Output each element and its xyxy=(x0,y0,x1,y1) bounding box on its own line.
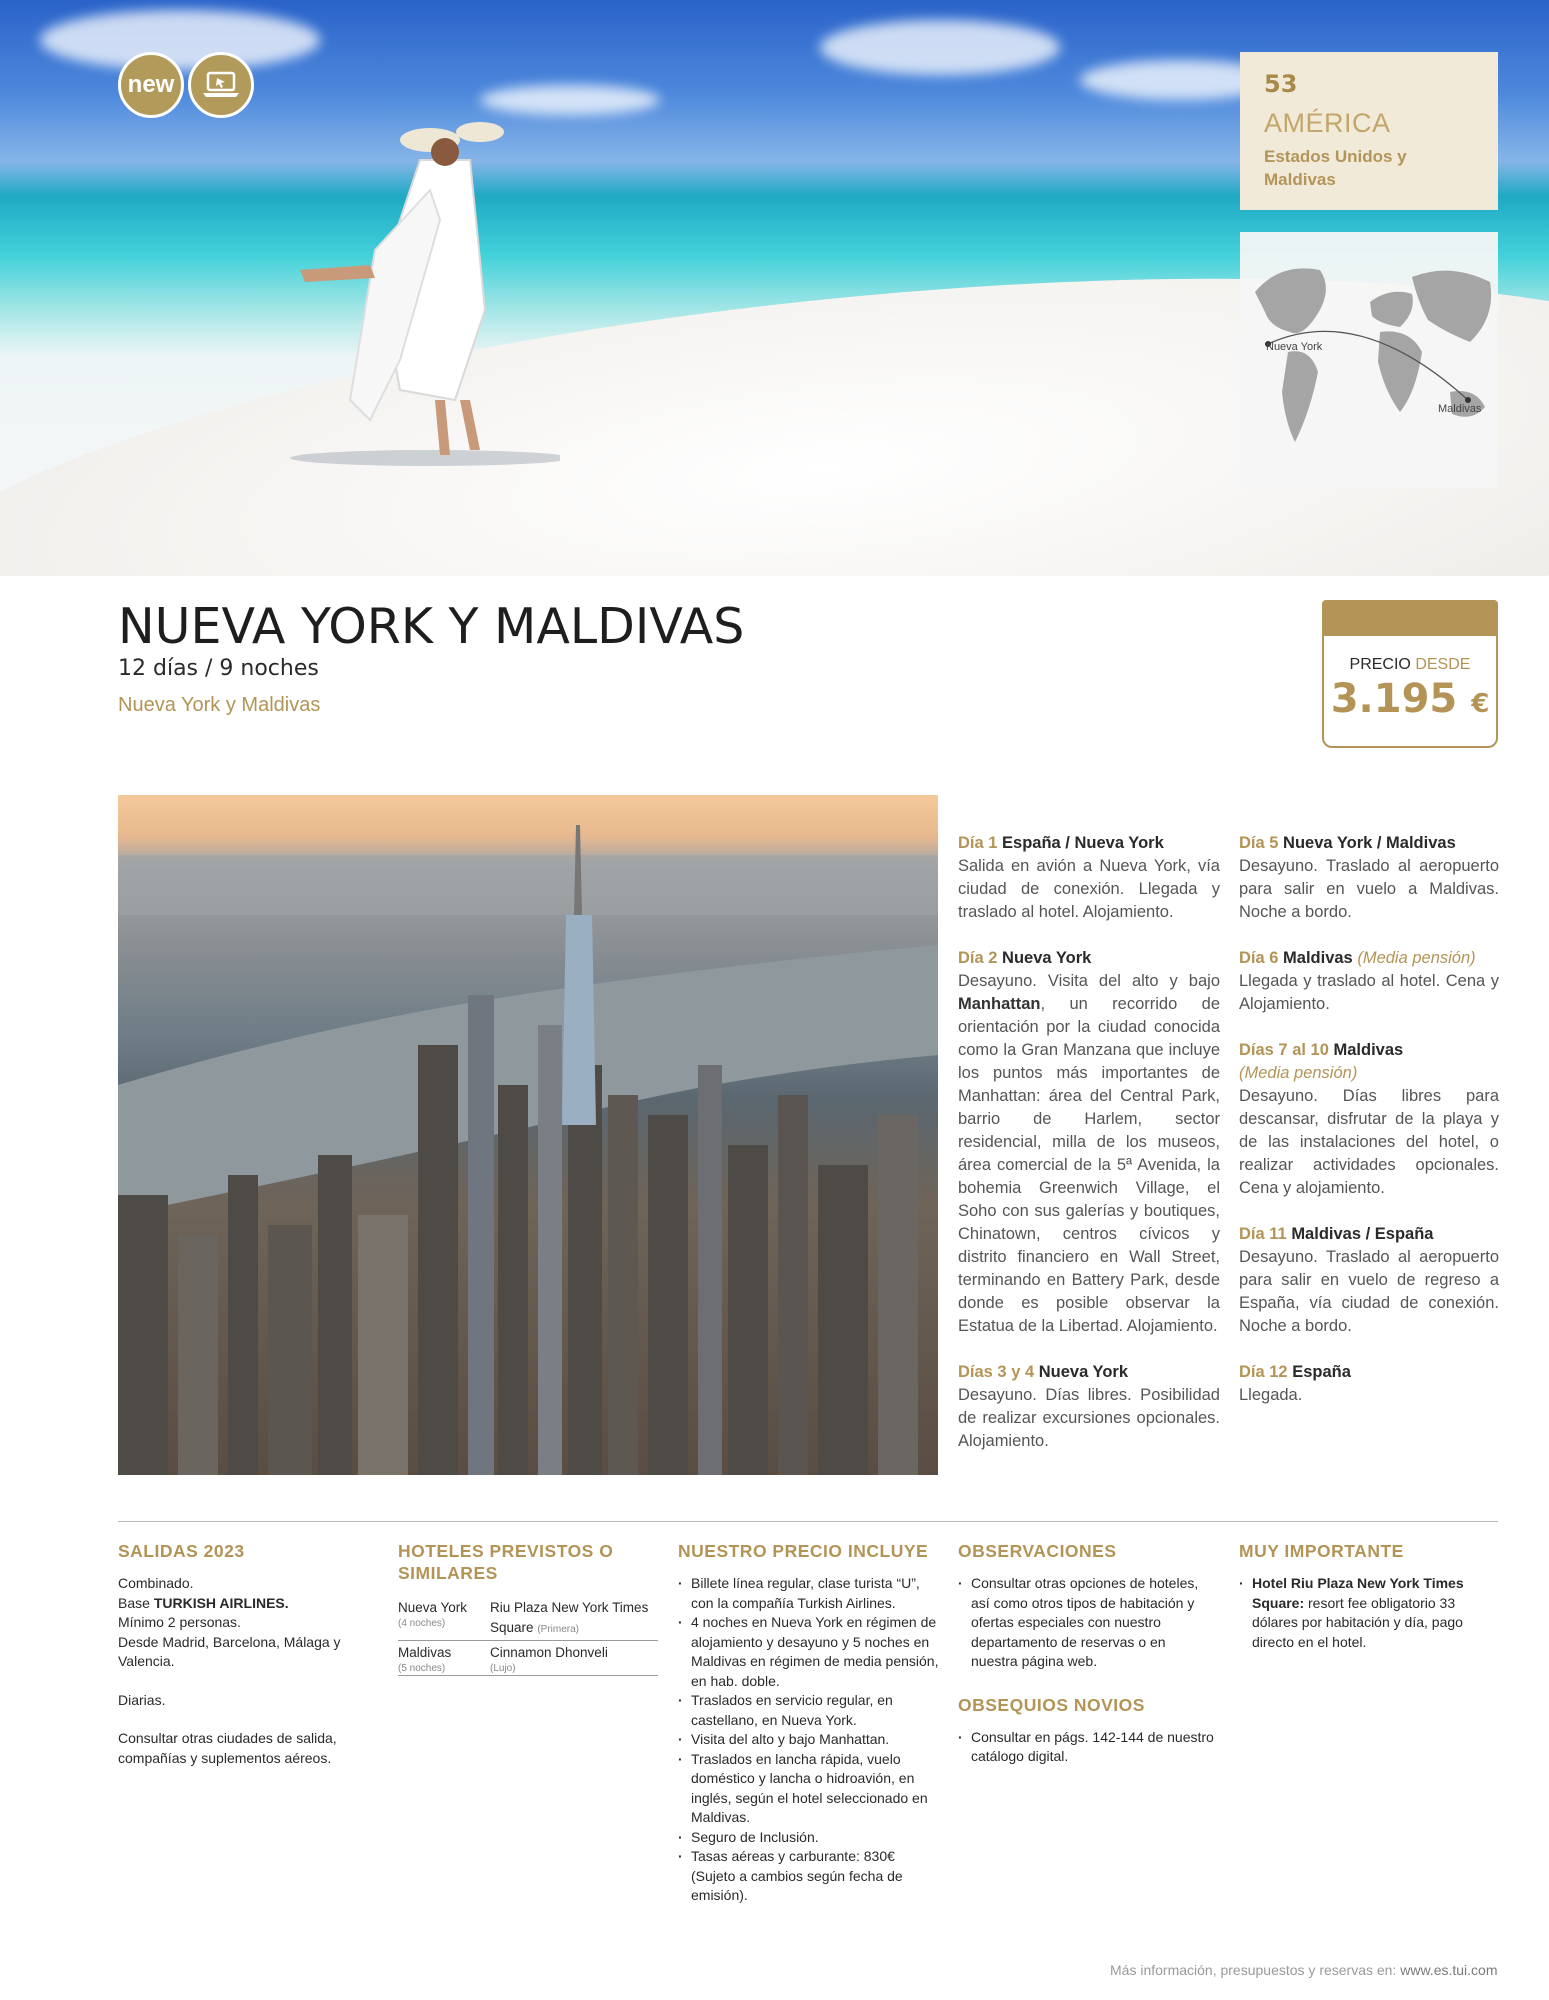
day-number: Días 3 y 4 xyxy=(958,1363,1035,1381)
cloud xyxy=(820,20,1060,75)
hotel-city: Maldivas xyxy=(398,1645,452,1660)
list-item: · Traslados en lancha rápida, vuelo doméstico y lancha o hidroavión, en inglés, según el hotel seleccionado en Maldivas. xyxy=(678,1750,940,1828)
salidas-airline: TURKISH AIRLINES. xyxy=(153,1594,289,1611)
couple-figure xyxy=(280,100,560,470)
salidas-section xyxy=(118,1540,358,1768)
itinerary-day-7-10 xyxy=(1239,1039,1499,1200)
day-description: Desayuno. Traslado al aeropuerto para salir en vuelo a Maldivas. Noche a bordo. xyxy=(1239,857,1499,921)
price-amount: 3.195 xyxy=(1330,676,1458,722)
salidas-line: Desde Madrid, Barcelona, Málaga y Valencia. xyxy=(118,1633,341,1669)
footer-note xyxy=(1110,1962,1498,1978)
price-box xyxy=(1322,600,1498,748)
day-description: Salida en avión a Nueva York, vía ciudad de conexión. Llegada y traslado al hotel. Alojamiento. xyxy=(958,857,1220,921)
salidas-line: Combinado. xyxy=(118,1575,194,1591)
incluye-list xyxy=(678,1574,940,1906)
list-item: · Traslados en servicio regular, en castellano, en Nueva York. xyxy=(678,1691,940,1730)
hoteles-heading: HOTELES PREVISTOS O SIMILARES xyxy=(398,1541,614,1583)
observaciones-heading: OBSERVACIONES xyxy=(958,1541,1117,1561)
day-description-part: Desayuno. Visita del alto y bajo xyxy=(958,972,1220,990)
world-map-icon xyxy=(1240,232,1498,488)
day-place: Nueva York xyxy=(1002,949,1092,967)
itinerary-day-2 xyxy=(958,947,1220,1338)
hotel-nights: (4 noches) xyxy=(398,1617,446,1629)
hotel-category: (Lujo) xyxy=(490,1662,516,1674)
hotel-category: (Primera) xyxy=(537,1623,579,1635)
day-description-highlight: Manhattan xyxy=(958,995,1041,1013)
day-place: Nueva York / Maldivas xyxy=(1283,834,1456,852)
day-number: Día 1 xyxy=(958,834,998,852)
online-badge xyxy=(188,52,254,118)
list-item: · 4 noches en Nueva York en régimen de alojamiento y desayuno y 5 noches en Maldivas en régimen de media pensión, en hab. doble. xyxy=(678,1613,940,1691)
hotel-city: Nueva York xyxy=(398,1600,468,1615)
table-row xyxy=(398,1641,658,1676)
day-place: Maldivas / España xyxy=(1291,1225,1434,1243)
hotel-nights: (5 noches) xyxy=(398,1662,446,1674)
day-description: Desayuno. Días libres para descansar, disfrutar de la playa y de las instalaciones del hotel, o realizar actividades opcionales. Cena y alojamiento. xyxy=(1239,1087,1499,1197)
day-description: Llegada y traslado al hotel. Cena y Alojamiento. xyxy=(1239,972,1499,1013)
route-map xyxy=(1240,232,1498,488)
day-number: Día 11 xyxy=(1239,1225,1287,1243)
list-item: · Consultar en págs. 142-144 de nuestro catálogo digital. xyxy=(958,1728,1216,1767)
salidas-heading: SALIDAS 2023 xyxy=(118,1541,245,1561)
hotel-name: Riu Plaza New York Times Square xyxy=(490,1600,649,1635)
hero-image xyxy=(0,0,1549,576)
day-number: Día 5 xyxy=(1239,834,1279,852)
list-item xyxy=(1239,1574,1499,1652)
price-box-header xyxy=(1324,602,1496,636)
salidas-text: Base xyxy=(118,1594,154,1611)
day-number: Días 7 al 10 xyxy=(1239,1041,1329,1059)
day-number: Día 2 xyxy=(958,949,998,967)
salidas-line: Diarias. xyxy=(118,1691,166,1708)
day-number: Día 6 xyxy=(1239,949,1279,967)
hotels-table xyxy=(398,1596,658,1676)
list-item: · Visita del alto y bajo Manhattan. xyxy=(678,1730,940,1750)
price-label-text: PRECIO xyxy=(1349,656,1411,673)
salidas-line: Consultar otras ciudades de salida, compañías y suplementos aéreos. xyxy=(118,1730,337,1766)
itinerary-day-5 xyxy=(1239,832,1499,924)
day-description-part: , un recorrido de orientación por la ciudad conocida como la Gran Manzana que incluye los puntos más importantes de Manhattan: área del Central Park, barrio de Harlem, sector residencial, milla de los museos, área comercial de la 5ª Avenida, la bohemia Greenwich Village, el Soho con sus galerías y boutiques, Chinatown, centros cívicos y distrito financiero en Wall Street, terminando en Battery Park, desde donde es posible observar la Estatua de la Libertad. Alojamiento. xyxy=(958,995,1220,1335)
importante-section xyxy=(1239,1540,1499,1652)
new-badge xyxy=(118,52,184,118)
list-item: · Seguro de Inclusión. xyxy=(678,1828,940,1848)
table-row xyxy=(398,1596,658,1641)
page-number: 53 xyxy=(1264,70,1298,98)
laptop-icon xyxy=(201,69,241,101)
price-currency: € xyxy=(1471,689,1490,719)
hotel-name: Cinnamon Dhonveli xyxy=(490,1645,608,1660)
importante-list xyxy=(1239,1574,1499,1652)
section-divider xyxy=(118,1521,1498,1522)
list-item: · Consultar otras opciones de hoteles, así como otros tipos de habitación y ofertas especiales con nuestro departamento de reservas o en nuestra página web. xyxy=(958,1574,1216,1672)
map-label-destination: Maldivas xyxy=(1438,403,1482,415)
map-label-origin: Nueva York xyxy=(1266,341,1323,353)
cloud xyxy=(40,10,320,70)
list-item: · Tasas aéreas y carburante: 830€ (Sujeto a cambios según fecha de emisión). xyxy=(678,1847,940,1906)
trip-duration: 12 días / 9 noches xyxy=(118,656,319,681)
importante-text: resort fee obligatorio 33 dólares por habitación y día, pago directo en el hotel. xyxy=(1252,1594,1463,1650)
incluye-section xyxy=(678,1540,940,1906)
region-name: AMÉRICA xyxy=(1264,108,1391,138)
day-number: Día 12 xyxy=(1239,1363,1288,1381)
meal-plan: (Media pensión) xyxy=(1357,949,1476,967)
itinerary-day-6 xyxy=(1239,947,1499,1016)
footer-link[interactable]: www.es.tui.com xyxy=(1400,1962,1498,1978)
day-place: Nueva York xyxy=(1038,1363,1129,1381)
meal-plan: (Media pensión) xyxy=(1239,1064,1358,1082)
incluye-heading: NUESTRO PRECIO INCLUYE xyxy=(678,1541,929,1561)
page-title: NUEVA YORK Y MALDIVAS xyxy=(118,598,745,655)
itinerary-day-1 xyxy=(958,832,1220,924)
itinerary-day-12 xyxy=(1239,1361,1499,1407)
day-description: Llegada. xyxy=(1239,1386,1303,1404)
itinerary-column-2 xyxy=(1239,832,1499,1430)
hoteles-section xyxy=(398,1540,660,1676)
day-place: Maldivas xyxy=(1283,949,1353,967)
list-item: · Billete línea regular, clase turista “U”, con la compañía Turkish Airlines. xyxy=(678,1574,940,1613)
price-value xyxy=(1324,676,1496,722)
observaciones-list xyxy=(958,1574,1216,1672)
obsequios-heading: OBSEQUIOS NOVIOS xyxy=(958,1694,1145,1715)
day-place: España / Nueva York xyxy=(1002,834,1164,852)
destination-card xyxy=(1240,52,1498,210)
day-place: España xyxy=(1292,1363,1351,1381)
price-label xyxy=(1324,656,1496,674)
footer-text: Más información, presupuestos y reservas en: xyxy=(1110,1962,1401,1978)
observaciones-section xyxy=(958,1540,1216,1767)
subregion-name: Estados Unidos y Maldivas xyxy=(1264,147,1407,189)
day-place: Maldivas xyxy=(1333,1041,1404,1059)
day-description: Desayuno. Días libres. Posibilidad de realizar excursiones opcionales. Alojamiento. xyxy=(958,1386,1220,1450)
importante-hotel: Hotel Riu Plaza New York Times Square: xyxy=(1252,1575,1464,1611)
day-description xyxy=(958,970,1220,1338)
importante-heading: MUY IMPORTANTE xyxy=(1239,1541,1404,1561)
itinerary-column-1 xyxy=(958,832,1220,1476)
skyline-illustration xyxy=(118,795,938,1475)
itinerary-day-3-4 xyxy=(958,1361,1220,1453)
salidas-line xyxy=(118,1594,358,1614)
price-label-accent: DESDE xyxy=(1415,656,1471,673)
obsequios-list xyxy=(958,1728,1216,1767)
trip-route: Nueva York y Maldivas xyxy=(118,694,321,716)
salidas-line: Mínimo 2 personas. xyxy=(118,1614,241,1630)
day-description: Desayuno. Traslado al aeropuerto para salir en vuelo de regreso a España, vía ciudad de conexión. Noche a bordo. xyxy=(1239,1248,1499,1335)
new-badge-label: new xyxy=(127,71,175,98)
itinerary-day-11 xyxy=(1239,1223,1499,1338)
new-york-photo xyxy=(118,795,938,1475)
